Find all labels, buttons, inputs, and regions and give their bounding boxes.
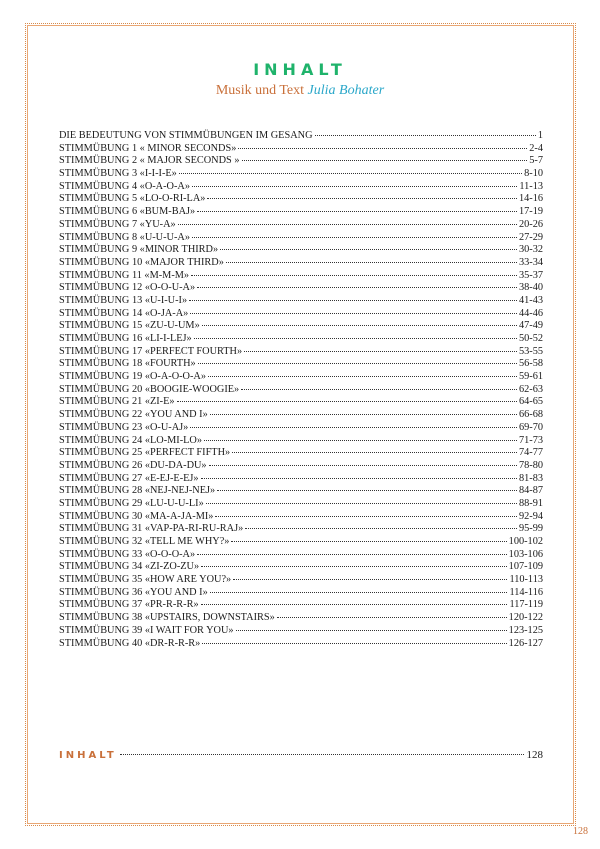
toc-entry-label: STIMMÜBUNG 5 «LO-O-RI-LA» [59, 193, 206, 205]
toc-entry-page: 117-119 [509, 599, 543, 611]
toc-entry[interactable] [59, 181, 543, 194]
author-name: Julia Bohater [307, 83, 385, 98]
toc-entry[interactable] [59, 143, 543, 156]
dot-leader [210, 592, 508, 593]
toc-entry[interactable] [59, 599, 543, 612]
toc-entry[interactable] [59, 244, 543, 257]
dot-leader [236, 630, 507, 631]
toc-entry-page: 123-125 [508, 624, 543, 636]
toc-entry[interactable] [59, 638, 543, 651]
dot-leader [215, 516, 517, 517]
toc-entry-label: STIMMÜBUNG 19 «O-A-O-O-A» [59, 371, 207, 383]
dot-leader [120, 754, 524, 755]
toc-entry-page: 78-80 [518, 459, 543, 471]
toc-entry[interactable] [59, 168, 543, 181]
dot-leader [201, 566, 507, 567]
dot-leader [202, 643, 506, 644]
dot-leader [194, 338, 517, 339]
toc-entry-label: STIMMÜBUNG 23 «O-U-AJ» [59, 421, 189, 433]
dot-leader [217, 490, 517, 491]
toc-entry[interactable] [59, 396, 543, 409]
dot-leader [197, 211, 517, 212]
toc-entry-page: 74-77 [518, 447, 543, 459]
toc-entry-label: STIMMÜBUNG 32 «TELL ME WHY?» [59, 536, 230, 547]
dot-leader [315, 135, 536, 136]
toc-entry-page: 71-73 [518, 434, 543, 446]
dot-leader [197, 554, 507, 555]
toc-entry[interactable] [59, 130, 543, 143]
toc-entry-label: STIMMÜBUNG 25 «PERFECT FIFTH» [59, 447, 231, 459]
toc-entry-page: 56-58 [518, 358, 543, 370]
dot-leader [201, 478, 517, 479]
toc-entry[interactable] [59, 206, 543, 219]
toc-entry-page: 47-49 [518, 320, 543, 332]
toc-entry-label: STIMMÜBUNG 10 «MAJOR THIRD» [59, 256, 224, 268]
dot-leader [177, 401, 517, 402]
toc-entry-page: 17-19 [518, 206, 543, 218]
dot-leader [206, 503, 517, 504]
toc-entry-label: STIMMÜBUNG 15 «ZU-U-UM» [59, 320, 200, 332]
dot-leader [192, 237, 517, 238]
toc-entry[interactable] [59, 587, 543, 600]
toc-entry[interactable] [59, 447, 543, 460]
toc-entry-label: STIMMÜBUNG 40 «DR-R-R-R» [59, 637, 201, 649]
dot-leader [226, 262, 517, 263]
toc-entry-page: 11-13 [519, 180, 543, 192]
dot-leader [231, 541, 506, 542]
toc-entry-label: STIMMÜBUNG 36 «YOU AND I» [59, 586, 208, 598]
toc-entry[interactable] [59, 295, 543, 308]
toc-entry[interactable] [59, 561, 543, 574]
toc-entry[interactable] [59, 232, 543, 245]
toc-entry-label: STIMMÜBUNG 30 «MA-A-JA-MI» [59, 510, 214, 522]
dot-leader [233, 579, 507, 580]
toc-entry-page: 35-37 [518, 269, 543, 281]
toc-entry-page: 14-16 [518, 193, 543, 205]
toc-entry[interactable] [59, 346, 543, 359]
toc-entry[interactable] [59, 536, 543, 549]
toc-entry[interactable] [59, 308, 543, 321]
footer-label: INHALT [59, 750, 117, 761]
toc-entry-page: 81-83 [518, 472, 543, 484]
toc-entry-page: 44-46 [518, 307, 543, 319]
toc-entry[interactable] [59, 485, 543, 498]
toc-entry[interactable] [59, 155, 543, 168]
dot-leader [192, 186, 517, 187]
footer-page: 128 [526, 749, 543, 761]
toc-entry-label: STIMMÜBUNG 2 « MAJOR SECONDS » [59, 155, 240, 167]
dot-leader [232, 452, 517, 453]
toc-entry-label: STIMMÜBUNG 6 «BUM-BAJ» [59, 206, 196, 218]
toc-entry[interactable] [59, 511, 543, 524]
page-title: INHALT [253, 60, 347, 79]
toc-entry-label: STIMMÜBUNG 35 «HOW ARE YOU?» [59, 574, 232, 586]
toc-entry-page: 1 [537, 130, 543, 141]
toc-entry[interactable] [59, 282, 543, 295]
toc-entry-page: 100-102 [508, 536, 543, 547]
toc-entry-label: STIMMÜBUNG 18 «FOURTH» [59, 358, 196, 370]
toc-entry[interactable] [59, 333, 543, 346]
dot-leader [277, 617, 507, 618]
toc-entry[interactable] [59, 460, 543, 473]
toc-entry-page: 20-26 [518, 218, 543, 230]
dot-leader [190, 427, 517, 428]
dot-leader [178, 224, 517, 225]
toc-entry[interactable] [59, 523, 543, 536]
toc-entry[interactable] [59, 257, 543, 270]
toc-entry-label: STIMMÜBUNG 33 «O-O-O-A» [59, 548, 196, 560]
toc-entry-label: STIMMÜBUNG 3 «I-I-I-E» [59, 168, 177, 180]
dot-leader [204, 440, 517, 441]
dot-leader [208, 376, 517, 377]
toc-entry-page: 114-116 [509, 586, 543, 598]
toc-entry-page: 30-32 [518, 244, 543, 256]
toc-entry-label: STIMMÜBUNG 11 «M-M-M» [59, 269, 190, 281]
subtitle-prefix: Musik und Text [215, 83, 305, 98]
toc-entry-label: STIMMÜBUNG 13 «U-I-U-I» [59, 294, 188, 306]
dot-leader [207, 198, 517, 199]
dot-leader [220, 249, 517, 250]
toc-entry[interactable] [59, 270, 543, 283]
toc-entry[interactable] [59, 612, 543, 625]
toc-entry-page: 120-122 [508, 612, 543, 624]
toc-entry-label: STIMMÜBUNG 28 «NEJ-NEJ-NEJ» [59, 485, 216, 497]
toc-entry[interactable] [59, 193, 543, 206]
toc-entry-label: STIMMÜBUNG 16 «LI-I-LEJ» [59, 333, 192, 344]
toc-entry-label: STIMMÜBUNG 37 «PR-R-R-R» [59, 599, 199, 611]
toc-entry-page: 110-113 [509, 574, 543, 586]
dot-leader [244, 351, 517, 352]
toc-entry[interactable] [59, 409, 543, 422]
toc-entry-page: 64-65 [518, 396, 543, 408]
dot-leader [209, 465, 517, 466]
toc-entry[interactable] [59, 549, 543, 562]
toc-footer-entry[interactable] [59, 749, 543, 761]
dot-leader [202, 325, 517, 326]
toc-entry-label: STIMMÜBUNG 21 «ZI-E» [59, 396, 175, 408]
toc-entry-label: STIMMÜBUNG 20 «BOOGIE-WOOGIE» [59, 383, 240, 395]
toc-entry[interactable] [59, 574, 543, 587]
toc-entry[interactable] [59, 422, 543, 435]
page-subtitle [0, 83, 600, 99]
toc-entry-page: 53-55 [518, 345, 543, 357]
toc-entry-page: 69-70 [518, 421, 543, 433]
toc-entry-label: DIE BEDEUTUNG VON STIMMÜBUNGEN IM GESANG [59, 130, 313, 141]
toc-entry-page: 27-29 [518, 231, 543, 243]
page-number: 128 [573, 826, 588, 837]
toc-entry-label: STIMMÜBUNG 24 «LO-MI-LO» [59, 434, 203, 446]
toc-entry-page: 41-43 [518, 294, 543, 306]
toc-entry-label: STIMMÜBUNG 27 «E-EJ-E-EJ» [59, 472, 199, 484]
toc-entry-page: 103-106 [508, 548, 543, 560]
toc-entry[interactable] [59, 219, 543, 232]
toc-entry[interactable] [59, 358, 543, 371]
toc-entry-page: 8-10 [524, 168, 543, 180]
toc-entry-label: STIMMÜBUNG 17 «PERFECT FOURTH» [59, 345, 243, 357]
toc-entry-label: STIMMÜBUNG 12 «O-O-U-A» [59, 282, 196, 294]
toc-entry-label: STIMMÜBUNG 29 «LU-U-U-LI» [59, 497, 204, 509]
toc-entry-page: 33-34 [518, 256, 543, 268]
toc-entry-page: 50-52 [518, 333, 543, 344]
dot-leader [189, 300, 517, 301]
dot-leader [179, 173, 522, 174]
dot-leader [210, 414, 517, 415]
dot-leader [245, 528, 517, 529]
toc-entry[interactable] [59, 473, 543, 486]
toc-entry-label: STIMMÜBUNG 34 «ZI-ZO-ZU» [59, 561, 200, 573]
dot-leader [191, 275, 517, 276]
toc-entry-label: STIMMÜBUNG 14 «O-JA-A» [59, 307, 189, 319]
toc-entry[interactable] [59, 498, 543, 511]
dot-leader [238, 148, 527, 149]
toc-entry-page: 126-127 [508, 637, 543, 649]
toc-entry-label: STIMMÜBUNG 38 «UPSTAIRS, DOWNSTAIRS» [59, 612, 275, 624]
toc-entry-label: STIMMÜBUNG 4 «O-A-O-A» [59, 180, 190, 192]
dot-leader [242, 160, 528, 161]
dot-leader [190, 313, 517, 314]
toc-entry[interactable] [59, 371, 543, 384]
toc-entry-page: 5-7 [529, 155, 543, 167]
toc-entry-label: STIMMÜBUNG 1 « MINOR SECONDS» [59, 142, 237, 154]
dot-leader [241, 389, 517, 390]
toc-entry-label: STIMMÜBUNG 22 «YOU AND I» [59, 409, 208, 421]
toc-entry-page: 66-68 [518, 409, 543, 421]
toc-entry[interactable] [59, 320, 543, 333]
toc-entry-label: STIMMÜBUNG 26 «DU-DA-DU» [59, 459, 207, 471]
toc-entry[interactable] [59, 384, 543, 397]
dot-leader [198, 363, 517, 364]
toc-entry-page: 92-94 [518, 510, 543, 522]
dot-leader [197, 287, 517, 288]
toc-entry-page: 38-40 [518, 282, 543, 294]
toc-entry[interactable] [59, 435, 543, 448]
toc-entry-page: 2-4 [529, 142, 543, 154]
toc-entry-page: 95-99 [518, 523, 543, 535]
toc-entry-label: STIMMÜBUNG 9 «MINOR THIRD» [59, 244, 219, 256]
toc-entry-label: STIMMÜBUNG 7 «YU-A» [59, 218, 176, 230]
toc-entry-label: STIMMÜBUNG 39 «I WAIT FOR YOU» [59, 624, 234, 636]
toc-entry-page: 84-87 [518, 485, 543, 497]
toc-entry-label: STIMMÜBUNG 8 «U-U-U-A» [59, 231, 190, 243]
toc-entry[interactable] [59, 625, 543, 638]
toc-entry-label: STIMMÜBUNG 31 «VAP-PA-RI-RU-RAJ» [59, 523, 244, 535]
dot-leader [201, 604, 508, 605]
toc-entry-page: 62-63 [518, 383, 543, 395]
toc-entry-page: 88-91 [518, 497, 543, 509]
toc-entry-page: 107-109 [508, 561, 543, 573]
toc-entry-page: 59-61 [518, 371, 543, 383]
table-of-contents [59, 130, 543, 650]
